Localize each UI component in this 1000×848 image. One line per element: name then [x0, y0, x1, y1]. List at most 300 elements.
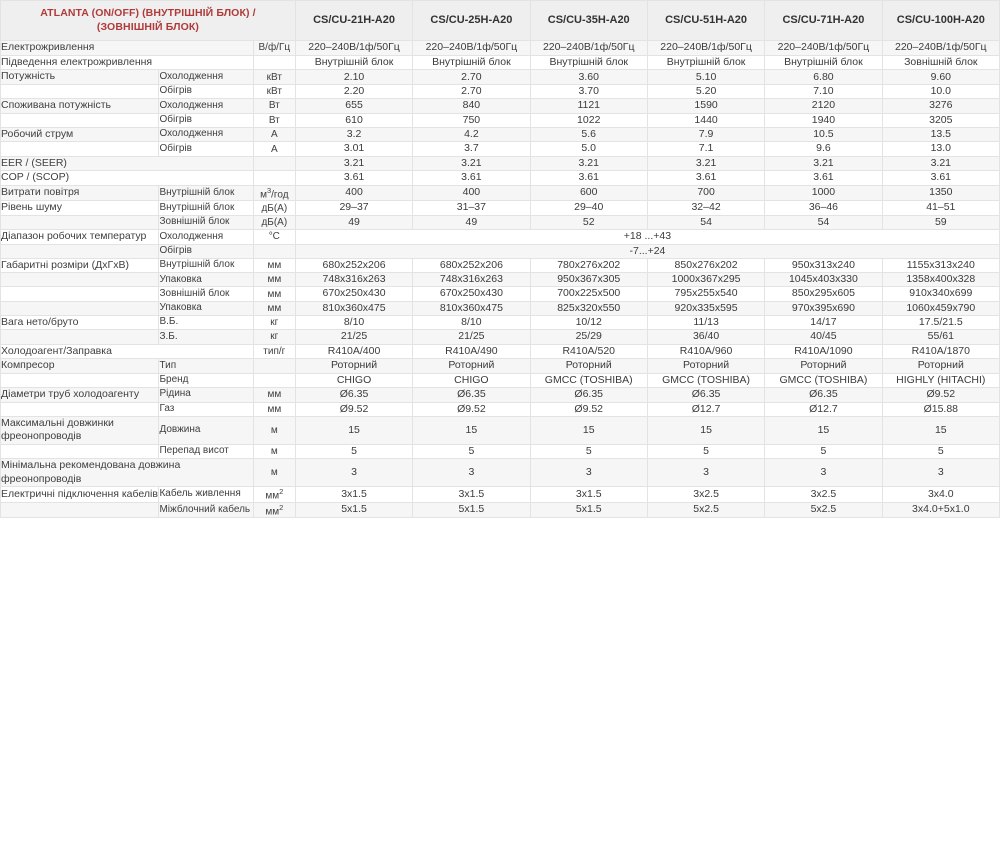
- table-row: [1, 185, 1000, 200]
- table-row: [1, 402, 1000, 416]
- row-value: 7.1: [647, 142, 764, 156]
- row-label: Максимальні довжинки фреонопроводів: [1, 416, 159, 444]
- row-unit: м: [253, 459, 295, 487]
- table-row: [1, 416, 1000, 444]
- row-value-merged: +18 ...+43: [295, 229, 999, 244]
- row-value: 3.61: [413, 171, 530, 186]
- row-value: 17.5/21.5: [882, 315, 999, 330]
- row-value: 49: [413, 215, 530, 229]
- row-value: 220–240В/1ф/50Гц: [765, 41, 882, 56]
- row-label: Рівень шуму: [1, 201, 159, 216]
- row-value: 36–46: [765, 201, 882, 216]
- row-value: 10.0: [882, 84, 999, 98]
- row-unit: [253, 373, 295, 387]
- row-value: 5: [530, 444, 647, 458]
- row-unit: [253, 156, 295, 171]
- table-row: [1, 359, 1000, 374]
- row-unit: А: [253, 142, 295, 156]
- row-label: Електрожривлення: [1, 41, 254, 56]
- row-value: 29–37: [295, 201, 412, 216]
- row-value: 7.9: [647, 127, 764, 142]
- row-value: 5: [882, 444, 999, 458]
- row-value: R410A/520: [530, 344, 647, 359]
- row-sublabel: Охолодження: [159, 127, 253, 142]
- row-value: 55/61: [882, 330, 999, 344]
- row-unit: $м^3$/год: [253, 185, 295, 200]
- row-value: 825x320x550: [530, 301, 647, 315]
- column-header-model-4: CS/CU-51H-A20: [647, 1, 764, 41]
- table-header: [1, 1, 1000, 41]
- row-label: Витрати повітря: [1, 185, 159, 200]
- row-value: 13.5: [882, 127, 999, 142]
- row-unit: А: [253, 127, 295, 142]
- row-value: 5: [295, 444, 412, 458]
- row-value: Ø9.52: [530, 402, 647, 416]
- row-value-merged: -7...+24: [295, 244, 999, 258]
- table-row: [1, 201, 1000, 216]
- row-sublabel: Кабель живлення: [159, 487, 253, 502]
- row-value: 21/25: [295, 330, 412, 344]
- table-row: [1, 502, 1000, 517]
- row-label: [1, 330, 159, 344]
- row-unit: [253, 359, 295, 374]
- row-value: 5x1.5: [295, 502, 412, 517]
- row-sublabel: Внутрішній блок: [159, 201, 253, 216]
- column-header-model-1: CS/CU-21H-A20: [295, 1, 412, 41]
- row-sublabel: Охолодження: [159, 229, 253, 244]
- row-value: Внутрішній блок: [765, 55, 882, 70]
- row-value: 49: [295, 215, 412, 229]
- row-value: 1940: [765, 113, 882, 127]
- row-value: Роторний: [413, 359, 530, 374]
- row-unit: кВт: [253, 70, 295, 85]
- row-value: R410A/400: [295, 344, 412, 359]
- row-unit: Вт: [253, 99, 295, 114]
- row-value: 10.5: [765, 127, 882, 142]
- row-value: 1000x367x295: [647, 273, 764, 287]
- row-value: 3x1.5: [295, 487, 412, 502]
- row-value: 40/45: [765, 330, 882, 344]
- row-value: 31–37: [413, 201, 530, 216]
- row-value: 3.21: [530, 156, 647, 171]
- row-value: 950x367x305: [530, 273, 647, 287]
- row-value: 1045x403x330: [765, 273, 882, 287]
- table-row: [1, 387, 1000, 402]
- row-value: 3: [413, 459, 530, 487]
- table-row: [1, 127, 1000, 142]
- column-header-model-6: CS/CU-100H-A20: [882, 1, 999, 41]
- row-value: 25/29: [530, 330, 647, 344]
- row-unit: [253, 244, 295, 258]
- row-value: 4.2: [413, 127, 530, 142]
- row-value: 3.61: [765, 171, 882, 186]
- row-value: Внутрішній блок: [413, 55, 530, 70]
- row-value: 54: [647, 215, 764, 229]
- row-sublabel: Охолодження: [159, 70, 253, 85]
- table-row: [1, 330, 1000, 344]
- row-value: 220–240В/1ф/50Гц: [647, 41, 764, 56]
- row-value: Ø6.35: [647, 387, 764, 402]
- row-value: 10/12: [530, 315, 647, 330]
- row-value: 5x2.5: [647, 502, 764, 517]
- row-value: 850x295x605: [765, 287, 882, 301]
- table-row: [1, 156, 1000, 171]
- row-value: HIGHLY (HITACHI): [882, 373, 999, 387]
- table-row: [1, 70, 1000, 85]
- row-value: 3x1.5: [530, 487, 647, 502]
- row-sublabel: Тип: [159, 359, 253, 374]
- row-value: 3276: [882, 99, 999, 114]
- row-value: 1060x459x790: [882, 301, 999, 315]
- row-unit: мм: [253, 287, 295, 301]
- row-value: Ø6.35: [413, 387, 530, 402]
- row-value: 1121: [530, 99, 647, 114]
- row-value: Ø15.88: [882, 402, 999, 416]
- row-value: 5: [765, 444, 882, 458]
- table-row: [1, 244, 1000, 258]
- row-value: 5.6: [530, 127, 647, 142]
- row-value: 748x316x263: [413, 273, 530, 287]
- row-unit: [253, 55, 295, 70]
- row-value: 32–42: [647, 201, 764, 216]
- row-value: 6.80: [765, 70, 882, 85]
- row-value: 670x250x430: [295, 287, 412, 301]
- row-unit: тип/г: [253, 344, 295, 359]
- row-value: 15: [765, 416, 882, 444]
- row-value: 655: [295, 99, 412, 114]
- row-value: Внутрішній блок: [295, 55, 412, 70]
- row-value: R410A/960: [647, 344, 764, 359]
- row-sublabel: З.Б.: [159, 330, 253, 344]
- row-value: 1000: [765, 185, 882, 200]
- row-label: [1, 215, 159, 229]
- row-unit: кВт: [253, 84, 295, 98]
- row-value: 8/10: [295, 315, 412, 330]
- row-sublabel: Перепад висот: [159, 444, 253, 458]
- row-value: Ø9.52: [882, 387, 999, 402]
- row-value: R410A/1870: [882, 344, 999, 359]
- row-value: 9.60: [882, 70, 999, 85]
- row-value: 700x225x500: [530, 287, 647, 301]
- row-value: R410A/490: [413, 344, 530, 359]
- row-sublabel: Зовнішній блок: [159, 287, 253, 301]
- table-row: [1, 171, 1000, 186]
- row-label: [1, 502, 159, 517]
- row-unit: мм: [253, 258, 295, 273]
- table-row: [1, 258, 1000, 273]
- row-unit: $мм^2$: [253, 502, 295, 517]
- row-value: 3.21: [295, 156, 412, 171]
- row-value: Зовнішній блок: [882, 55, 999, 70]
- table-row: [1, 373, 1000, 387]
- column-header-model-5: CS/CU-71H-A20: [765, 1, 882, 41]
- table-row: [1, 487, 1000, 502]
- table-row: [1, 344, 1000, 359]
- row-value: 3: [647, 459, 764, 487]
- row-sublabel: Охолодження: [159, 99, 253, 114]
- row-label: [1, 444, 159, 458]
- row-label: [1, 244, 159, 258]
- row-label: Електричні підключення кабелів: [1, 487, 159, 502]
- row-value: 41–51: [882, 201, 999, 216]
- row-label: Діаметри труб холодоагенту: [1, 387, 159, 402]
- row-unit: м: [253, 416, 295, 444]
- row-value: Роторний: [647, 359, 764, 374]
- row-value: GMCC (TOSHIBA): [647, 373, 764, 387]
- row-unit: дБ(А): [253, 215, 295, 229]
- row-value: 795x255x540: [647, 287, 764, 301]
- row-unit: мм: [253, 387, 295, 402]
- row-value: CHIGO: [413, 373, 530, 387]
- column-header-model-2: CS/CU-25H-A20: [413, 1, 530, 41]
- row-value: 920x335x595: [647, 301, 764, 315]
- row-value: 2.70: [413, 84, 530, 98]
- row-value: 5: [413, 444, 530, 458]
- row-value: 220–240В/1ф/50Гц: [530, 41, 647, 56]
- row-value: 5: [647, 444, 764, 458]
- row-value: 1350: [882, 185, 999, 200]
- row-sublabel: Рідина: [159, 387, 253, 402]
- row-label: EER / (SEER): [1, 156, 254, 171]
- row-label: Споживана потужність: [1, 99, 159, 114]
- table-row: [1, 287, 1000, 301]
- row-value: 748x316x263: [295, 273, 412, 287]
- row-value: 780x276x202: [530, 258, 647, 273]
- row-value: 220–240В/1ф/50Гц: [413, 41, 530, 56]
- table-row: [1, 113, 1000, 127]
- row-label: Потужність: [1, 70, 159, 85]
- table-row: [1, 84, 1000, 98]
- row-sublabel: Обігрів: [159, 113, 253, 127]
- table-title: [1, 1, 296, 41]
- row-unit: °C: [253, 229, 295, 244]
- row-value: 3x2.5: [765, 487, 882, 502]
- row-value: Ø9.52: [413, 402, 530, 416]
- row-value: 15: [530, 416, 647, 444]
- row-value: 3.2: [295, 127, 412, 142]
- row-value: 400: [413, 185, 530, 200]
- row-value: Ø6.35: [765, 387, 882, 402]
- row-value: 14/17: [765, 315, 882, 330]
- row-label: Підведення електрожривлення: [1, 55, 254, 70]
- row-value: 3x4.0: [882, 487, 999, 502]
- row-label: [1, 84, 159, 98]
- table-row: [1, 41, 1000, 56]
- row-value: 3.21: [413, 156, 530, 171]
- row-value: 3.61: [530, 171, 647, 186]
- row-value: 1440: [647, 113, 764, 127]
- row-value: 3.01: [295, 142, 412, 156]
- row-value: 3205: [882, 113, 999, 127]
- row-value: GMCC (TOSHIBA): [530, 373, 647, 387]
- row-value: 3.70: [530, 84, 647, 98]
- row-value: 1155x313x240: [882, 258, 999, 273]
- row-value: 29–40: [530, 201, 647, 216]
- row-value: Ø12.7: [765, 402, 882, 416]
- row-label: Компресор: [1, 359, 159, 374]
- row-value: 59: [882, 215, 999, 229]
- row-value: 2.10: [295, 70, 412, 85]
- row-label: [1, 113, 159, 127]
- row-label: [1, 287, 159, 301]
- row-sublabel: Бренд: [159, 373, 253, 387]
- row-value: 5x1.5: [413, 502, 530, 517]
- row-unit: кг: [253, 315, 295, 330]
- row-value: 910x340x699: [882, 287, 999, 301]
- row-value: 970x395x690: [765, 301, 882, 315]
- row-sublabel: Упаковка: [159, 301, 253, 315]
- column-header-model-3: CS/CU-35H-A20: [530, 1, 647, 41]
- row-sublabel: Газ: [159, 402, 253, 416]
- row-value: Ø6.35: [530, 387, 647, 402]
- row-value: 3.21: [882, 156, 999, 171]
- row-sublabel: Внутрішній блок: [159, 258, 253, 273]
- row-sublabel: Обігрів: [159, 244, 253, 258]
- row-value: 810x360x475: [295, 301, 412, 315]
- row-label: [1, 402, 159, 416]
- row-value: 1358x400x328: [882, 273, 999, 287]
- row-value: 7.10: [765, 84, 882, 98]
- table-row: [1, 99, 1000, 114]
- row-value: 21/25: [413, 330, 530, 344]
- row-value: 3.60: [530, 70, 647, 85]
- row-value: 3: [882, 459, 999, 487]
- row-value: 3.61: [882, 171, 999, 186]
- row-unit: Вт: [253, 113, 295, 127]
- row-sublabel: Міжблочний кабель: [159, 502, 253, 517]
- row-value: 750: [413, 113, 530, 127]
- table-row: [1, 55, 1000, 70]
- row-label: Робочий струм: [1, 127, 159, 142]
- row-value: Внутрішній блок: [530, 55, 647, 70]
- row-unit: мм: [253, 301, 295, 315]
- row-value: 3: [530, 459, 647, 487]
- row-unit: мм: [253, 402, 295, 416]
- row-value: 220–240В/1ф/50Гц: [295, 41, 412, 56]
- row-value: 15: [647, 416, 764, 444]
- row-label: [1, 142, 159, 156]
- row-sublabel: Зовнішній блок: [159, 215, 253, 229]
- row-value: 3.7: [413, 142, 530, 156]
- row-unit: В/ф/Гц: [253, 41, 295, 56]
- row-value: 610: [295, 113, 412, 127]
- row-value: 3.61: [295, 171, 412, 186]
- table-row: [1, 315, 1000, 330]
- row-label: [1, 273, 159, 287]
- row-value: 700: [647, 185, 764, 200]
- row-label: Діапазон робочих температур: [1, 229, 159, 244]
- row-value: 3.21: [765, 156, 882, 171]
- row-value: Внутрішній блок: [647, 55, 764, 70]
- row-unit: дБ(А): [253, 201, 295, 216]
- table-row: [1, 444, 1000, 458]
- row-label: [1, 373, 159, 387]
- row-value: 840: [413, 99, 530, 114]
- row-value: 3.21: [647, 156, 764, 171]
- table-row: [1, 215, 1000, 229]
- row-sublabel: Внутрішній блок: [159, 185, 253, 200]
- row-value: 2120: [765, 99, 882, 114]
- row-value: Ø12.7: [647, 402, 764, 416]
- row-value: Роторний: [295, 359, 412, 374]
- row-value: 5.0: [530, 142, 647, 156]
- row-value: 13.0: [882, 142, 999, 156]
- row-value: Роторний: [530, 359, 647, 374]
- row-value: 3x1.5: [413, 487, 530, 502]
- row-sublabel: Упаковка: [159, 273, 253, 287]
- row-value: 5.20: [647, 84, 764, 98]
- row-value: 3: [765, 459, 882, 487]
- row-sublabel: Довжина: [159, 416, 253, 444]
- row-value: 54: [765, 215, 882, 229]
- table-row: [1, 301, 1000, 315]
- row-unit: м: [253, 444, 295, 458]
- row-unit: $мм^2$: [253, 487, 295, 502]
- table-row: [1, 229, 1000, 244]
- row-value: 3x4.0+5x1.0: [882, 502, 999, 517]
- row-value: 36/40: [647, 330, 764, 344]
- row-sublabel: Обігрів: [159, 142, 253, 156]
- row-value: 52: [530, 215, 647, 229]
- row-value: 3: [295, 459, 412, 487]
- row-value: 2.20: [295, 84, 412, 98]
- row-value: CHIGO: [295, 373, 412, 387]
- row-label: Холодоагент/Заправка: [1, 344, 254, 359]
- row-value: 400: [295, 185, 412, 200]
- table-row: [1, 459, 1000, 487]
- row-value: 950x313x240: [765, 258, 882, 273]
- table-header-row: [1, 1, 1000, 41]
- row-unit: мм: [253, 273, 295, 287]
- row-value: 5x1.5: [530, 502, 647, 517]
- table-title-line2: (ЗОВНІШНІЙ БЛОК): [96, 20, 199, 33]
- row-value: 11/13: [647, 315, 764, 330]
- row-sublabel: Обігрів: [159, 84, 253, 98]
- table-body: [1, 41, 1000, 518]
- row-label: Габаритні розміри (ДхГхВ): [1, 258, 159, 273]
- row-value: Роторний: [765, 359, 882, 374]
- row-value: 15: [882, 416, 999, 444]
- table-title-line1: ATLANTA (ON/OFF) (ВНУТРІШНІЙ БЛОК) /: [40, 7, 256, 20]
- row-value: 5x2.5: [765, 502, 882, 517]
- table-row: [1, 273, 1000, 287]
- row-label: [1, 301, 159, 315]
- row-value: 8/10: [413, 315, 530, 330]
- row-value: 1590: [647, 99, 764, 114]
- row-value: 5.10: [647, 70, 764, 85]
- row-value: 600: [530, 185, 647, 200]
- row-value: 850x276x202: [647, 258, 764, 273]
- row-value: 3.61: [647, 171, 764, 186]
- row-value: 3x2.5: [647, 487, 764, 502]
- row-value: 15: [295, 416, 412, 444]
- row-value: 2.70: [413, 70, 530, 85]
- row-value: 1022: [530, 113, 647, 127]
- row-unit: кг: [253, 330, 295, 344]
- row-value: R410A/1090: [765, 344, 882, 359]
- row-value: Ø9.52: [295, 402, 412, 416]
- row-value: 9.6: [765, 142, 882, 156]
- row-unit: [253, 171, 295, 186]
- row-label: Мінімальна рекомендована довжина фреонопроводів: [1, 459, 254, 487]
- row-value: Роторний: [882, 359, 999, 374]
- row-value: GMCC (TOSHIBA): [765, 373, 882, 387]
- row-value: 15: [413, 416, 530, 444]
- row-value: 220–240В/1ф/50Гц: [882, 41, 999, 56]
- row-value: 680x252x206: [413, 258, 530, 273]
- row-sublabel: В.Б.: [159, 315, 253, 330]
- row-label: COP / (SCOP): [1, 171, 254, 186]
